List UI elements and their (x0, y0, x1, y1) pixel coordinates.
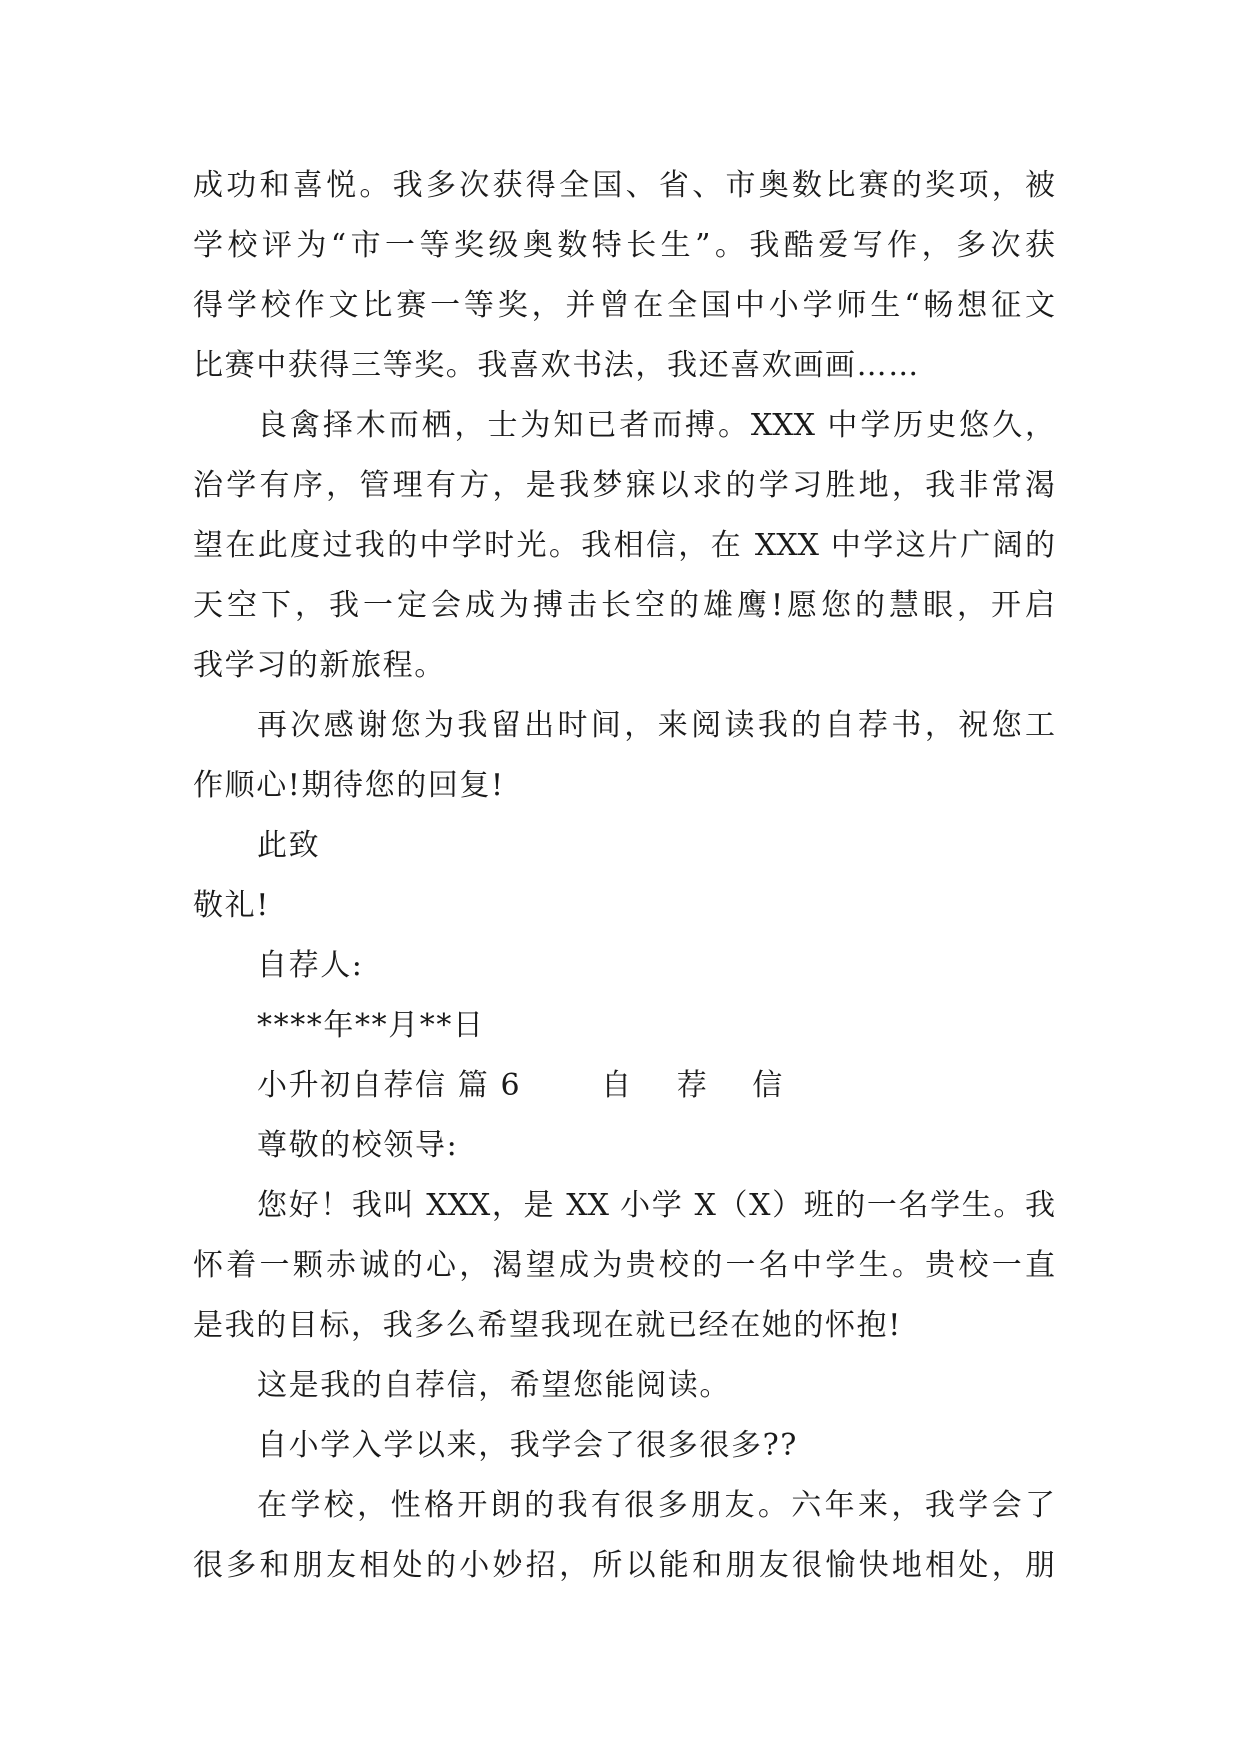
letter-title: 自 荐 信 (601, 1068, 801, 1103)
letter-greeting: 尊敬的校领导: (257, 1128, 459, 1163)
signature-label: 自荐人: (257, 948, 364, 983)
closing-regards: 敬礼! (193, 888, 270, 923)
paragraph-first-line: 自小学入学以来，我学会了很多很多?? (257, 1428, 798, 1463)
text-line: 学校评为“市一等奖级奥数特长生”。我酷爱写作，多次获 (193, 228, 1055, 263)
text-line: 天空下，我一定会成为搏击长空的雄鹰!愿您的慧眼，开启 (193, 588, 1055, 623)
paragraph-first-line: 您好！我叫 XXX，是 XX 小学 X（X）班的一名学生。我 (257, 1188, 1055, 1223)
text-line: 比赛中获得三等奖。我喜欢书法，我还喜欢画画…… (193, 348, 920, 383)
closing-salutation: 此致 (257, 828, 321, 863)
text-line: 是我的目标，我多么希望我现在就已经在她的怀抱! (193, 1308, 902, 1343)
text-line: 治学有序，管理有方，是我梦寐以求的学习胜地，我非常渴 (193, 468, 1055, 503)
text-line: 望在此度过我的中学时光。我相信，在 XXX 中学这片广阔的 (193, 528, 1055, 563)
paragraph-first-line: 这是我的自荐信，希望您能阅读。 (257, 1368, 731, 1403)
paragraph-first-line: 再次感谢您为我留出时间，来阅读我的自荐书，祝您工 (257, 708, 1055, 743)
section-title: 小升初自荐信 篇 6 (257, 1068, 522, 1103)
paragraph-first-line: 良禽择木而栖，士为知已者而搏。XXX 中学历史悠久， (257, 408, 1055, 443)
text-line: 很多和朋友相处的小妙招，所以能和朋友很愉快地相处，朋 (193, 1548, 1055, 1583)
text-line: 我学习的新旅程。 (193, 648, 446, 683)
text-line: 怀着一颗赤诚的心，渴望成为贵校的一名中学生。贵校一直 (193, 1248, 1055, 1283)
document-page (193, 156, 1055, 1596)
text-line: 得学校作文比赛一等奖，并曾在全国中小学师生“畅想征文 (193, 288, 1055, 323)
signature-date: ****年**月**日 (257, 1008, 485, 1043)
text-line: 作顺心!期待您的回复! (193, 768, 505, 803)
paragraph-first-line: 在学校，性格开朗的我有很多朋友。六年来，我学会了 (257, 1488, 1055, 1523)
text-line: 成功和喜悦。我多次获得全国、省、市奥数比赛的奖项，被 (193, 168, 1055, 203)
section-heading (193, 1056, 1055, 1116)
